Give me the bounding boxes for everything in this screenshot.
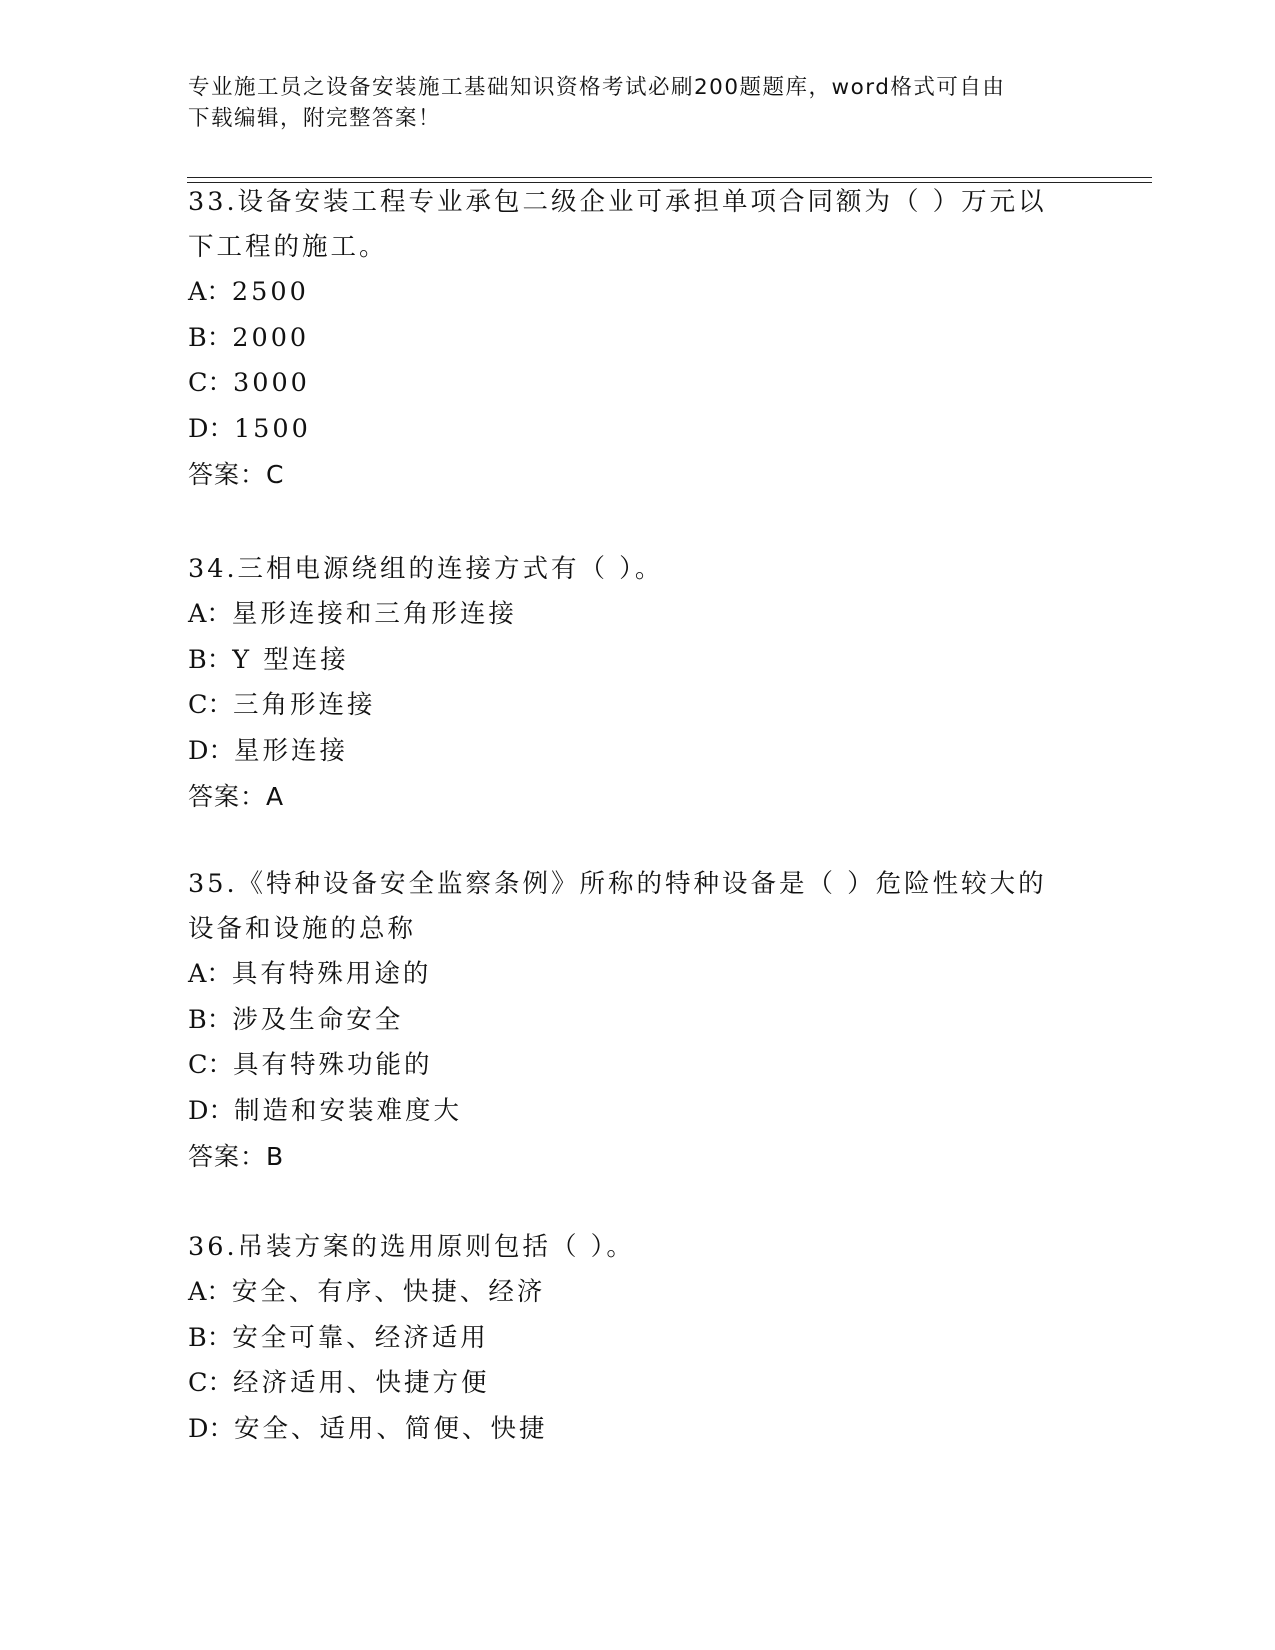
- question-stem: [188, 547, 1088, 592]
- option-text: 2000: [232, 322, 310, 353]
- option-c: [188, 1043, 1088, 1089]
- option-a: [188, 592, 1088, 638]
- header-line-2: 下载编辑，附完整答案！: [188, 106, 442, 131]
- option-label: B：: [188, 322, 233, 353]
- question-stem-line: 34.三相电源绕组的连接方式有（ ）。: [188, 554, 664, 584]
- option-label: D：: [188, 413, 234, 444]
- option-label: C：: [188, 1368, 234, 1398]
- option-text: 经济适用、快捷方便: [233, 1368, 490, 1398]
- option-c: [188, 361, 1088, 407]
- option-text: 安全可靠、经济适用: [232, 1322, 489, 1353]
- answer-line: 答案：B: [188, 1142, 285, 1171]
- option-a: [188, 1270, 1088, 1316]
- question-35: [188, 862, 1088, 1179]
- option-label: A：: [188, 1277, 232, 1307]
- question-stem-line: 35.《特种设备安全监察条例》所称的特种设备是（ ）危险性较大的: [188, 869, 1047, 899]
- option-a: [188, 952, 1088, 998]
- option-label: A：: [188, 599, 232, 629]
- option-text: Y 型连接: [232, 644, 349, 675]
- question-stem-line: 设备和设施的总称: [188, 914, 417, 944]
- question-36: [188, 1225, 1088, 1452]
- option-d: [188, 729, 1088, 775]
- option-text: 三角形连接: [233, 690, 376, 720]
- option-b: [188, 1316, 1088, 1362]
- option-label: B：: [188, 644, 233, 675]
- option-text: 星形连接和三角形连接: [231, 599, 517, 629]
- header-line-1: 专业施工员之设备安装施工基础知识资格考试必刷200题题库，word格式可自由: [188, 75, 1006, 100]
- question-stem: [188, 180, 1088, 270]
- option-label: C：: [188, 368, 234, 398]
- option-d: [188, 1089, 1088, 1135]
- option-a: [188, 270, 1088, 316]
- option-c: [188, 683, 1088, 729]
- option-label: D：: [188, 1095, 234, 1126]
- option-b: [188, 316, 1088, 362]
- option-c: [188, 1361, 1088, 1407]
- option-label: D：: [188, 1413, 234, 1444]
- question-stem: [188, 1225, 1088, 1270]
- option-text: 安全、适用、简便、快捷: [233, 1413, 548, 1444]
- option-text: 2500: [231, 277, 309, 307]
- header-divider-top: [187, 177, 1152, 178]
- option-text: 具有特殊用途的: [231, 959, 432, 989]
- question-stem-line: 33.设备安装工程专业承包二级企业可承担单项合同额为（ ）万元以: [188, 187, 1047, 217]
- option-d: [188, 407, 1088, 453]
- question-stem-line: 36.吊装方案的选用原则包括（ ）。: [188, 1232, 635, 1262]
- option-label: D：: [188, 735, 234, 766]
- option-text: 1500: [233, 413, 311, 444]
- option-label: C：: [188, 690, 234, 720]
- option-label: C：: [188, 1050, 234, 1080]
- option-text: 星形连接: [233, 735, 348, 766]
- option-label: B：: [188, 1322, 233, 1353]
- option-label: A：: [188, 277, 232, 307]
- option-text: 涉及生命安全: [232, 1004, 404, 1035]
- option-text: 具有特殊功能的: [233, 1050, 433, 1080]
- option-b: [188, 638, 1088, 684]
- question-33: [188, 180, 1088, 497]
- question-stem: [188, 862, 1088, 952]
- option-d: [188, 1407, 1088, 1453]
- question-stem-line: 下工程的施工。: [188, 232, 388, 262]
- option-b: [188, 998, 1088, 1044]
- question-34: [188, 547, 1088, 819]
- option-text: 制造和安装难度大: [233, 1095, 462, 1126]
- option-text: 3000: [233, 368, 310, 398]
- document-header: [188, 72, 1088, 134]
- option-label: A：: [188, 959, 232, 989]
- option-text: 安全、有序、快捷、经济: [231, 1277, 546, 1307]
- answer-line: 答案：C: [188, 460, 285, 489]
- answer-line: 答案：A: [188, 782, 285, 811]
- option-label: B：: [188, 1004, 233, 1035]
